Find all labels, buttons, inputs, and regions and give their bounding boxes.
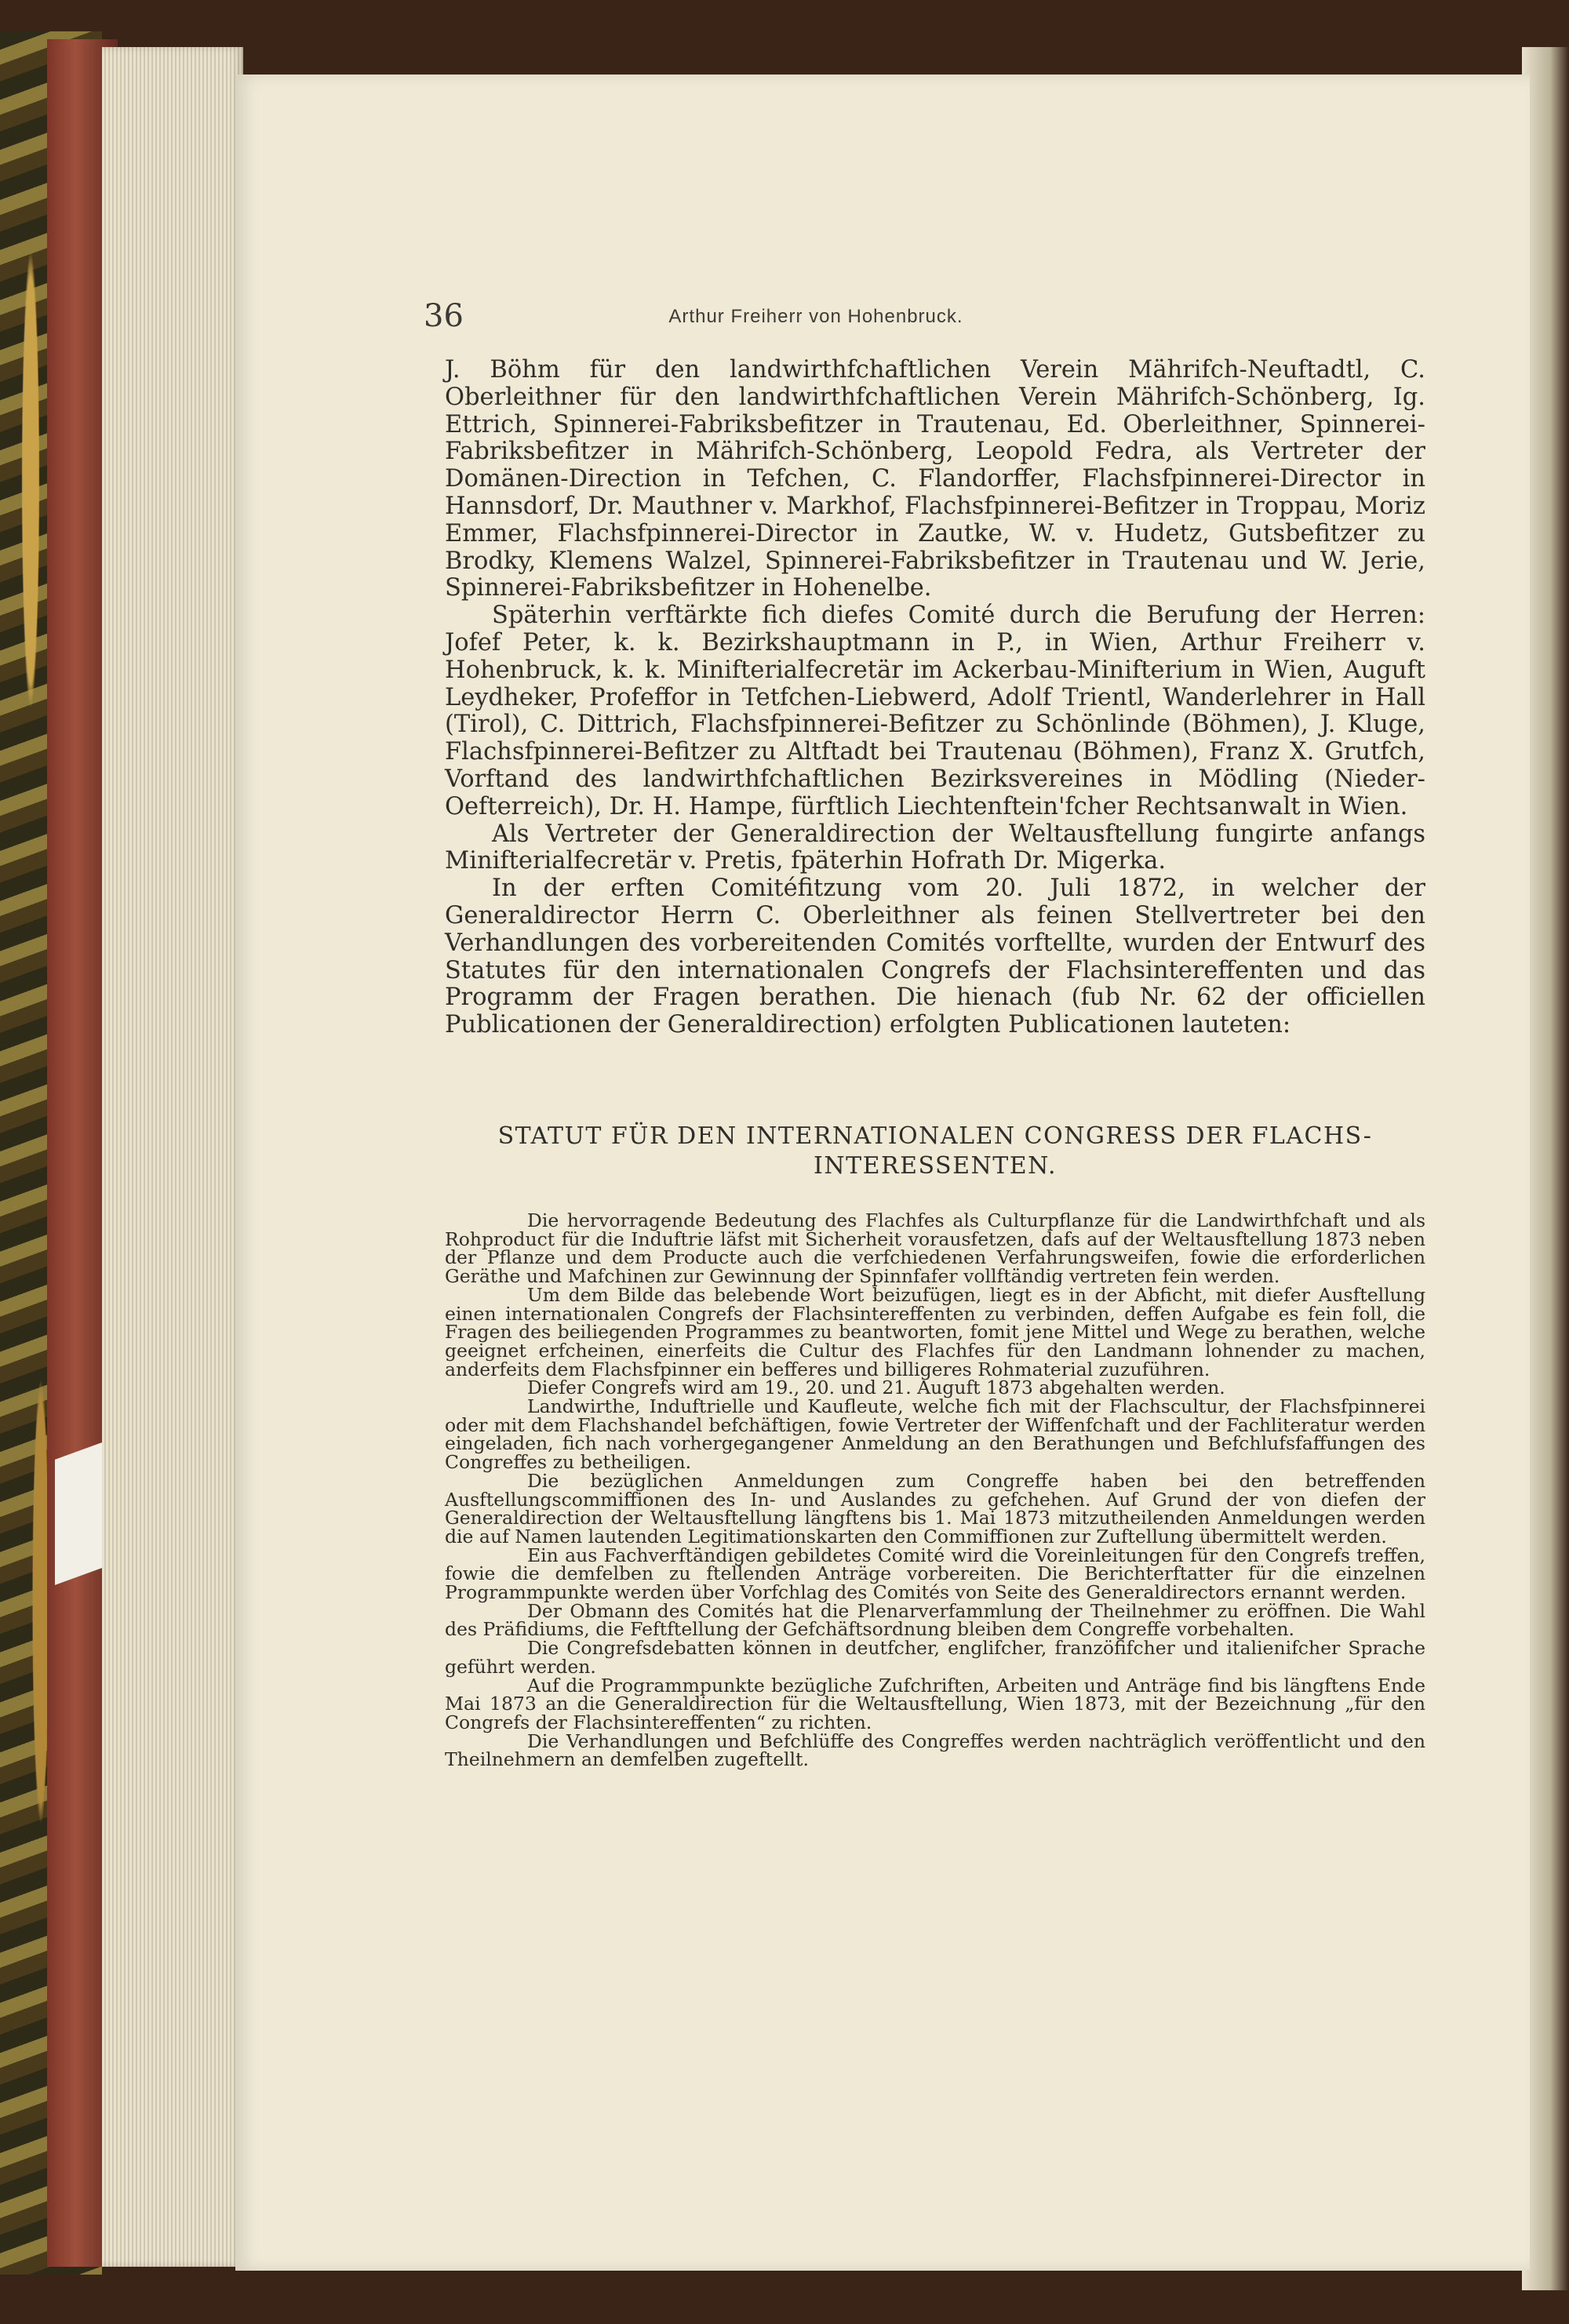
statute-title: STATUT FÜR DEN INTERNATIONALEN CONGRESS DER FLACHS-INTERESSENTEN. — [497, 1122, 1373, 1180]
statute-text — [445, 1209, 1425, 1771]
statute-paragraph: Der Obmann des Comités hat die Plenarverfammlung der Theilnehmer zu eröffnen. Die Wahl des Präfidiums, die Feftftellung der Gefchäftsordnung bleiben dem Congreffe vorbehalten. — [445, 1599, 1425, 1641]
paragraph-first-session: In der erften Comitéfitzung vom 20. Juli 1872, in welcher der Generaldirector Herrn C. Oberleithner als feinen Stellvertreter bei den Verhandlungen des vorbereitenden Comités vorftellte, wurden der Entwurf des Statutes für den internationalen Congrefs der Flachsintereffenten und das Programm der Fragen berathen. Die hienach (fub Nr. 62 der officiellen Publicationen der Generaldirection) erfolgten Publicationen lauteten: — [445, 875, 1425, 1039]
page-header — [424, 298, 1443, 345]
page-number: 36 — [424, 298, 464, 334]
statute-paragraph: Landwirthe, Induftrielle und Kaufleute, welche fich mit der Flachscultur, der Flachsfpinnerei oder mit dem Flachshandel befchäftigen, fowie Vertreter der Wiffenfchaft und der Fachliteratur werden eingeladen, fich nach vorhergegangener Anmeldung an den Berathungen und Befchlufsfaffungen des Congreffes zu betheiligen. — [445, 1395, 1425, 1474]
statute-paragraph: Um dem Bilde das belebende Wort beizufügen, liegt es in der Abficht, mit diefer Ausftellung einen internationalen Congrefs der Flachsintereffenten zu verbinden, deffen Aufgabe es fein foll, die Fragen des beiliegenden Programmes zu beantworten, fomit jene Mittel und Wege zu berathen, welche geeignet erfcheinen, einerfeits die Cultur des Flachfes für den Landmann lohnender zu machen, anderfeits dem Flachsfpinner ein befferes und billigeres Rohmaterial zuzuführen. — [445, 1283, 1425, 1380]
statute-paragraph: Ein aus Fachverftändigen gebildetes Comité wird die Voreinleitungen für den Congrefs treffen, fowie die demfelben zu ftellenden Anträge vorbereiten. Die Berichterftatter für die einzelnen Programmpunkte werden über Vorfchlag des Comités von Seite des Generaldirectors ernannt werden. — [445, 1544, 1425, 1604]
statute-paragraph: Die hervorragende Bedeutung des Flachfes als Culturpflanze für die Landwirthfchaft und als Rohproduct für die Induftrie läfst mit Sicherheit vorausfetzen, dafs auf der Weltausftellung 1873 neben der Pflanze und dem Producte auch die verfchiedenen Verfahrungsweifen, fowie die erforderlichen Geräthe und Mafchinen zur Gewinnung der Spinnfafer vollftändig vertreten fein werden. — [445, 1209, 1425, 1288]
statute-paragraph: Auf die Programmpunkte bezügliche Zufchriften, Arbeiten und Anträge find bis längftens Ende Mai 1873 an die Generaldirection für die Weltausftellung, Wien 1873, mit der Bezeichnung „für den Congrefs der Flachsintereffenten“ zu richten. — [445, 1674, 1425, 1733]
statute-paragraph: Die bezüglichen Anmeldungen zum Congreffe haben bei den betreffenden Ausftellungscommiffionen des In- und Auslandes zu gefchehen. Auf Grund der von diefen der Generaldirection der Weltausftellung längftens bis 1. Mai 1873 mitzutheilenden Anmeldungen werden die auf Namen lautenden Legitimationskarten den Commiffionen zur Zuftellung übermittelt werden. — [445, 1469, 1425, 1548]
running-title: Arthur Freiherr von Hohenbruck. — [668, 306, 963, 327]
statute-paragraph: Diefer Congrefs wird am 19., 20. und 21. Auguft 1873 abgehalten werden. — [527, 1377, 1225, 1399]
statute-paragraph: Die Verhandlungen und Befchlüffe des Congreffes werden nachträglich veröffentlicht und den Theilnehmern an demfelben zugeftellt. — [445, 1729, 1425, 1771]
statute-paragraph: Die Congrefsdebatten können in deutfcher, englifcher, franzöfifcher und italienifcher Sprache geführt werden. — [445, 1637, 1425, 1678]
paragraph-committee-members: J. Böhm für den landwirthfchaftlichen Verein Mährifch-Neuftadtl, C. Oberleithner für den landwirthfchaftlichen Verein Mährifch-Schönberg, Ig. Ettrich, Spinnerei-Fabriksbefitzer in Trautenau, Ed. Oberleithner, Spinnerei-Fabriksbefitzer in Mährifch-Schönberg, Leopold Fedra, als Vertreter der Domänen-Direction in Tefchen, C. Flandorffer, Flachsfpinnerei-Director in Hannsdorf, Dr. Mauthner v. Markhof, Flachsfpinnerei-Befitzer in Troppau, Moriz Emmer, Flachsfpinnerei-Director in Zautke, W. v. Hudetz, Gutsbefitzer zu Brodky, Klemens Walzel, Spinnerei-Fabriksbefitzer in Trautenau und W. Jerie, Spinnerei-Fabriksbefitzer in Hohenelbe. — [445, 356, 1425, 602]
page-edges — [102, 47, 243, 2267]
paragraph-representatives: Als Vertreter der Generaldirection der Weltausftellung fungirte anfangs Minifterialfecretär v. Pretis, fpäterhin Hofrath Dr. Migerka. — [445, 820, 1425, 875]
paragraph-committee-additions: Späterhin verftärkte fich diefes Comité durch die Berufung der Herren: Jofef Peter, k. k. Bezirkshauptmann in P., in Wien, Arthur Freiherr v. Hohenbruck, k. k. Minifterialfecretär im Ackerbau-Minifterium in Wien, Auguft Leydheker, Profeffor in Tetfchen-Liebwerd, Adolf Trientl, Wanderlehrer in Hall (Tirol), C. Dittrich, Flachsfpinnerei-Befitzer zu Schönlinde (Böhmen), J. Kluge, Flachsfpinnerei-Befitzer zu Altftadt bei Trautenau (Böhmen), Franz X. Grutfch, Vorftand des landwirthfchaftlichen Bezirksvereines in Mödling (Nieder-Oefterreich), Dr. H. Hampe, fürftlich Liechtenftein'fcher Rechtsanwalt in Wien. — [445, 602, 1425, 820]
bookmark-slip — [55, 1442, 102, 1585]
body-text — [445, 357, 1425, 1039]
